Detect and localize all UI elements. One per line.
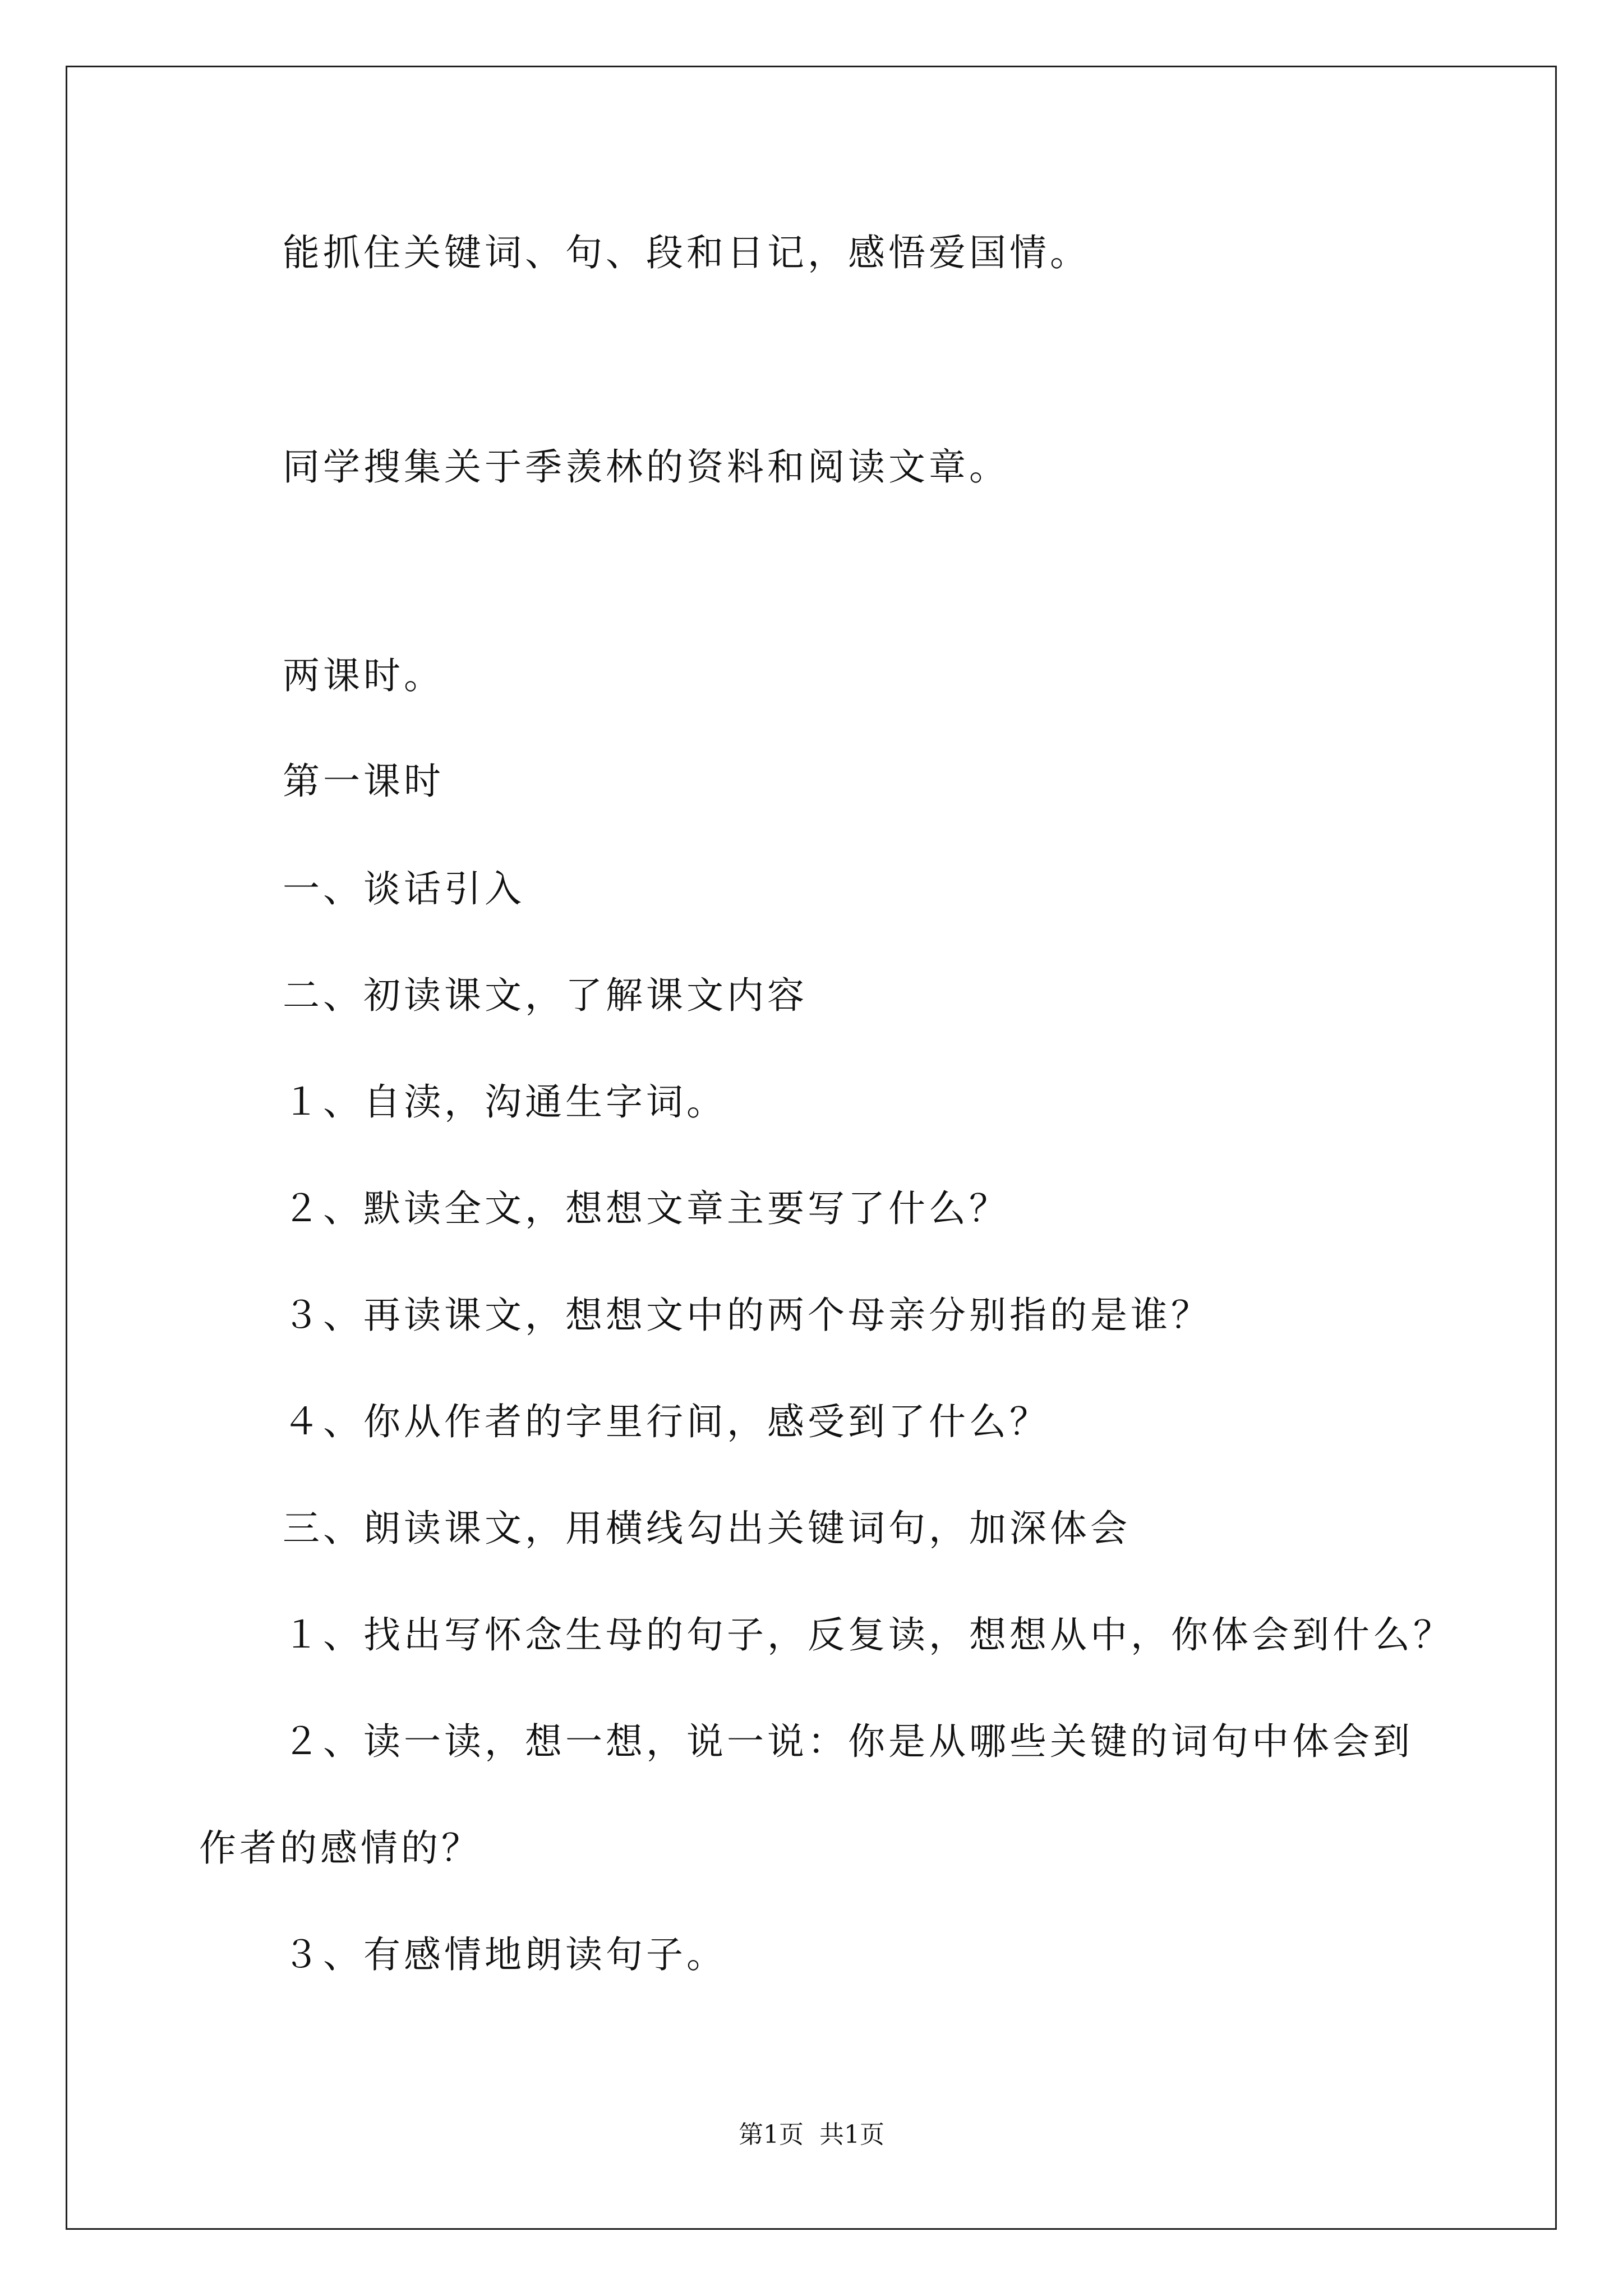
step-heading-3: 三、朗读课文，用横线勾出关键词句，加深体会: [283, 1507, 1131, 1550]
list-item: １、自渎，沟通生字词。: [283, 1080, 727, 1124]
list-item: ２、默读全文，想想文章主要写了什么？: [283, 1187, 1009, 1230]
list-item: ３、再读课文，想想文中的两个母亲分别指的是谁？: [283, 1294, 1211, 1337]
step-heading-1: 一、谈话引入: [283, 867, 525, 910]
step-heading-2: 二、初读课文，了解课文内容: [283, 974, 808, 1017]
page-footer: [0, 2120, 1623, 2149]
list-item: １、找出写怀念生母的句子，反复读，想想从中，你体会到什么？: [283, 1613, 1454, 1657]
page-border: [66, 66, 1557, 2230]
list-item-continuation: 作者的感情的？: [199, 1826, 482, 1870]
paragraph-duration: 两课时。: [283, 654, 444, 697]
list-item: ２、读一读，想一想，说一说：你是从哪些关键的词句中体会到: [283, 1720, 1413, 1763]
paragraph-objective: 能抓住关键词、句、段和日记，感悟爱国情。: [283, 231, 1090, 274]
list-item: ４、你从作者的字里行间，感受到了什么？: [283, 1400, 1050, 1443]
list-item: ３、有感情地朗读句子。: [283, 1933, 727, 1976]
section-heading-first-lesson: 第一课时: [283, 760, 444, 803]
page-number: 第1页: [739, 2120, 804, 2149]
paragraph-preparation: 同学搜集关于季羡林的资料和阅读文章。: [283, 445, 1009, 489]
page-total: 共1页: [819, 2120, 884, 2149]
